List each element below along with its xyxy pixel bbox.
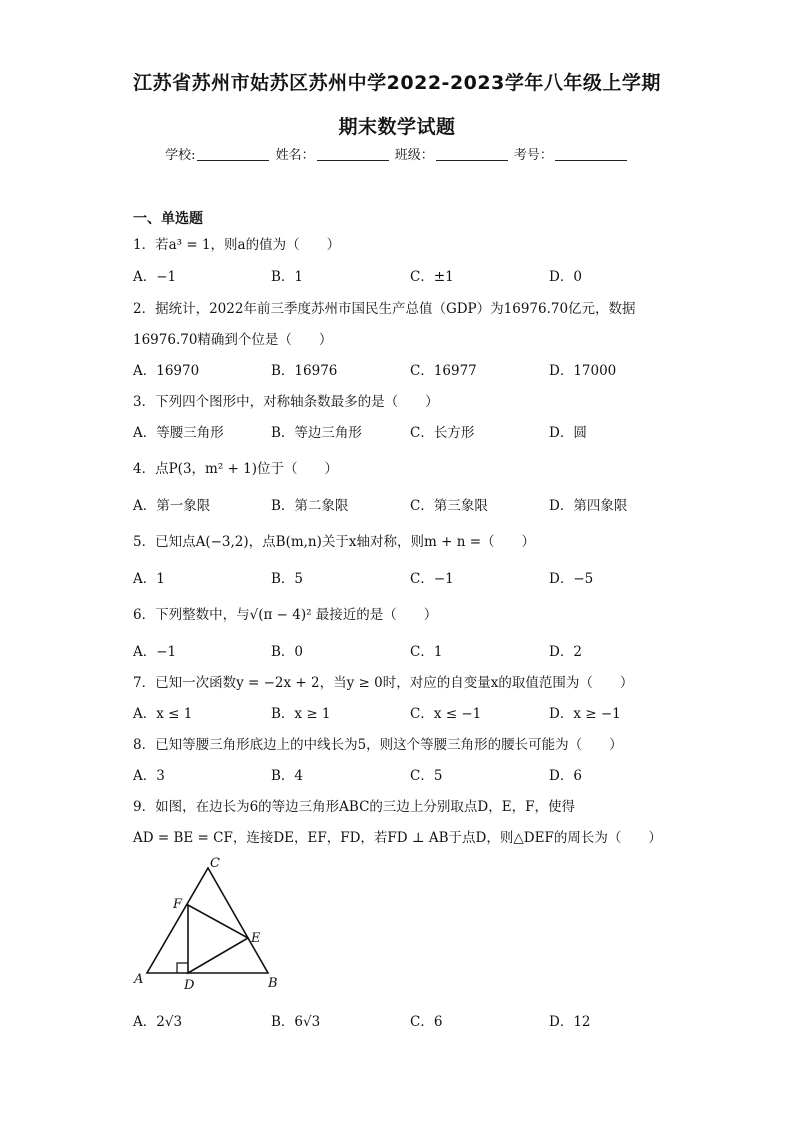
q9-option-a[interactable]: A．2√3 [133, 1014, 183, 1030]
q5-option-b[interactable]: B．5 [271, 571, 304, 587]
question-2-stem-line-2: 16976.70精确到个位是（ ） [133, 332, 333, 348]
q1-option-b[interactable]: B．1 [271, 269, 304, 285]
question-1-stem: 1．若a³ = 1，则a的值为（ ） [133, 237, 341, 253]
triangle-figure [130, 855, 290, 995]
q5-option-a[interactable]: A．1 [133, 571, 165, 587]
question-7-stem: 7．已知一次函数y = −2x + 2，当y ≥ 0时，对应的自变量x的取值范围为（ ） [133, 675, 634, 691]
q8-option-d[interactable]: D．6 [549, 768, 582, 784]
title-line-2: 期末数学试题 [338, 116, 456, 138]
q6-option-b[interactable]: B．0 [271, 644, 304, 660]
q3-option-b[interactable]: B．等边三角形 [271, 425, 362, 441]
right-angle-mark [177, 963, 188, 973]
q3-option-a[interactable]: A．等腰三角形 [133, 425, 224, 441]
q8-option-a[interactable]: A．3 [133, 768, 165, 784]
q1-option-d[interactable]: D．0 [549, 269, 582, 285]
name-blank[interactable] [317, 147, 389, 161]
triangle-abc [147, 868, 268, 973]
title-line-1: 江苏省苏州市姑苏区苏州中学2022-2023学年八年级上学期 [133, 72, 661, 94]
question-5-stem: 5．已知点A(−3,2)，点B(m,n)关于x轴对称，则m + n =（ ） [133, 534, 536, 550]
q4-option-b[interactable]: B．第二象限 [271, 498, 349, 514]
class-blank[interactable] [436, 147, 508, 161]
q9-option-c[interactable]: C．6 [410, 1014, 443, 1030]
student-info-row [0, 144, 794, 163]
q2-option-b[interactable]: B．16976 [271, 363, 338, 379]
question-8-stem: 8．已知等腰三角形底边上的中线长为5，则这个等腰三角形的腰长可能为（ ） [133, 737, 623, 753]
q1-option-c[interactable]: C．±1 [410, 269, 454, 285]
school-label: 学校: [165, 148, 196, 163]
section-heading: 一、单选题 [133, 211, 203, 227]
q4-option-c[interactable]: C．第三象限 [410, 498, 488, 514]
question-9-stem-line-1: 9．如图，在边长为6的等边三角形ABC的三边上分别取点D，E，F，使得 [133, 799, 575, 815]
q6-option-c[interactable]: C．1 [410, 644, 443, 660]
q9-option-d[interactable]: D．12 [549, 1014, 591, 1030]
q2-option-a[interactable]: A．16970 [133, 363, 200, 379]
q4-option-a[interactable]: A．第一象限 [133, 498, 211, 514]
q3-option-d[interactable]: D．圆 [549, 425, 587, 441]
label-d: D [184, 978, 195, 993]
q2-option-d[interactable]: D．17000 [549, 363, 617, 379]
number-label: 考号： [513, 148, 553, 163]
question-4-stem: 4．点P(3，m² + 1)位于（ ） [133, 461, 338, 477]
class-label: 班级： [394, 148, 434, 163]
school-blank[interactable] [197, 147, 269, 161]
q7-option-b[interactable]: B．x ≥ 1 [271, 706, 331, 722]
q5-option-d[interactable]: D．−5 [549, 571, 594, 587]
label-e: E [251, 931, 261, 946]
q7-option-d[interactable]: D．x ≥ −1 [549, 706, 621, 722]
question-9-stem-line-2: AD = BE = CF，连接DE，EF，FD，若FD ⊥ AB于点D，则△DEF的周长为（ ） [133, 830, 662, 846]
question-3-stem: 3．下列四个图形中，对称轴条数最多的是（ ） [133, 394, 439, 410]
q6-option-a[interactable]: A．−1 [133, 644, 177, 660]
q8-option-b[interactable]: B．4 [271, 768, 304, 784]
question-6-stem: 6．下列整数中，与√(π − 4)² 最接近的是（ ） [133, 607, 438, 623]
q1-option-a[interactable]: A．−1 [133, 269, 177, 285]
label-c: C [210, 856, 220, 871]
label-b: B [268, 976, 278, 991]
q5-option-c[interactable]: C．−1 [410, 571, 454, 587]
name-label: 姓名： [275, 148, 315, 163]
q2-option-c[interactable]: C．16977 [410, 363, 477, 379]
q7-option-a[interactable]: A．x ≤ 1 [133, 706, 193, 722]
q7-option-c[interactable]: C．x ≤ −1 [410, 706, 482, 722]
q3-option-c[interactable]: C．长方形 [410, 425, 475, 441]
number-blank[interactable] [555, 147, 627, 161]
q9-option-b[interactable]: B．6√3 [271, 1014, 321, 1030]
triangle-def [188, 905, 248, 973]
q6-option-d[interactable]: D．2 [549, 644, 582, 660]
q8-option-c[interactable]: C．5 [410, 768, 443, 784]
q4-option-d[interactable]: D．第四象限 [549, 498, 628, 514]
label-f: F [173, 897, 183, 912]
question-2-stem-line-1: 2．据统计，2022年前三季度苏州市国民生产总值（GDP）为16976.70亿元，数据 [133, 301, 636, 317]
label-a: A [134, 972, 144, 987]
